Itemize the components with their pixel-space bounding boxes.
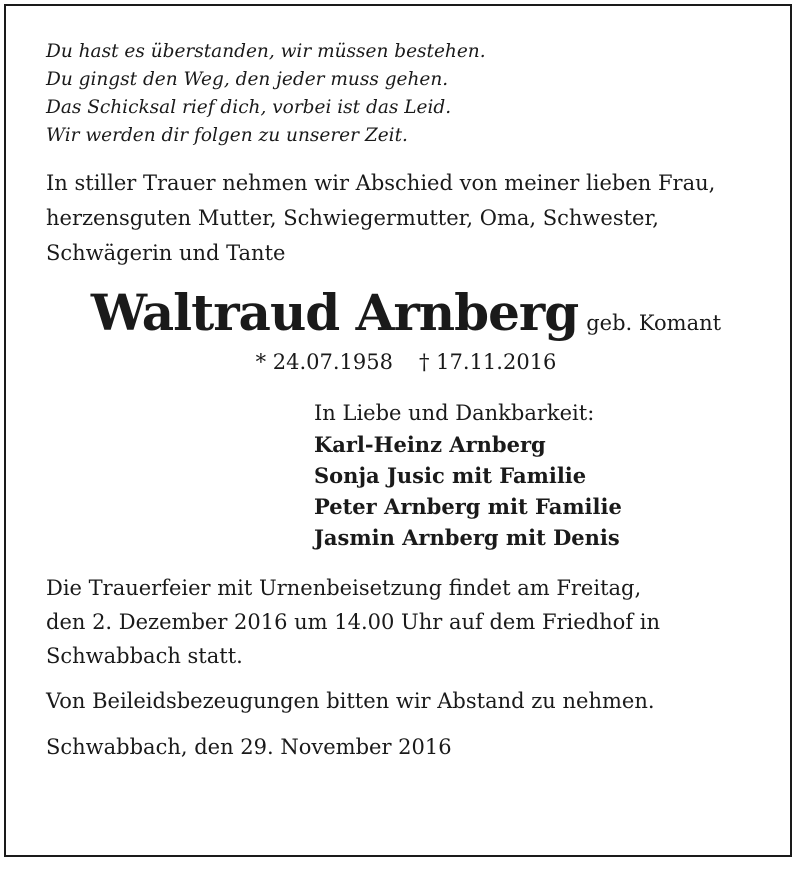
deceased-name-row (46, 283, 766, 342)
mourner-name: Karl-Heinz Arnberg (314, 432, 546, 457)
death-date: † 17.11.2016 (419, 350, 557, 374)
deceased-name: Waltraud Arnberg (90, 283, 579, 342)
birth-name: geb. Komant (586, 311, 722, 335)
poem-line: Das Schicksal rief dich, vorbei ist das Leid. (46, 97, 452, 118)
mourner-name: Jasmin Arnberg mit Denis (314, 525, 620, 550)
ceremony-line: Die Trauerfeier mit Urnenbeisetzung findet am Freitag, (46, 576, 642, 600)
intro-line: In stiller Trauer nehmen wir Abschied von meiner lieben Frau, (46, 171, 716, 195)
intro-line: herzensguten Mutter, Schwiegermutter, Oma, Schwester, (46, 206, 659, 230)
announcement-intro (46, 166, 766, 271)
life-dates (46, 350, 766, 374)
mourner-name: Sonja Jusic mit Familie (314, 463, 587, 488)
intro-line: Schwägerin und Tante (46, 241, 286, 265)
mourners-heading: In Liebe und Dankbarkeit: (314, 401, 595, 425)
poem-line: Du gingst den Weg, den jeder muss gehen. (46, 69, 449, 90)
ceremony-line: Schwabbach statt. (46, 644, 243, 668)
place-and-date: Schwabbach, den 29. November 2016 (46, 735, 452, 759)
mourners-block (314, 398, 766, 553)
memorial-poem (46, 38, 766, 150)
ceremony-details (46, 571, 766, 673)
ceremony-line: den 2. Dezember 2016 um 14.00 Uhr auf dem Friedhof in (46, 610, 661, 634)
obituary-notice (46, 38, 766, 759)
mourner-name: Peter Arnberg mit Familie (314, 494, 622, 519)
poem-line: Wir werden dir folgen zu unserer Zeit. (46, 125, 408, 146)
birth-date: * 24.07.1958 (255, 350, 393, 374)
condolence-note: Von Beileidsbezeugungen bitten wir Abstand zu nehmen. (46, 689, 655, 713)
poem-line: Du hast es überstanden, wir müssen bestehen. (46, 41, 486, 62)
